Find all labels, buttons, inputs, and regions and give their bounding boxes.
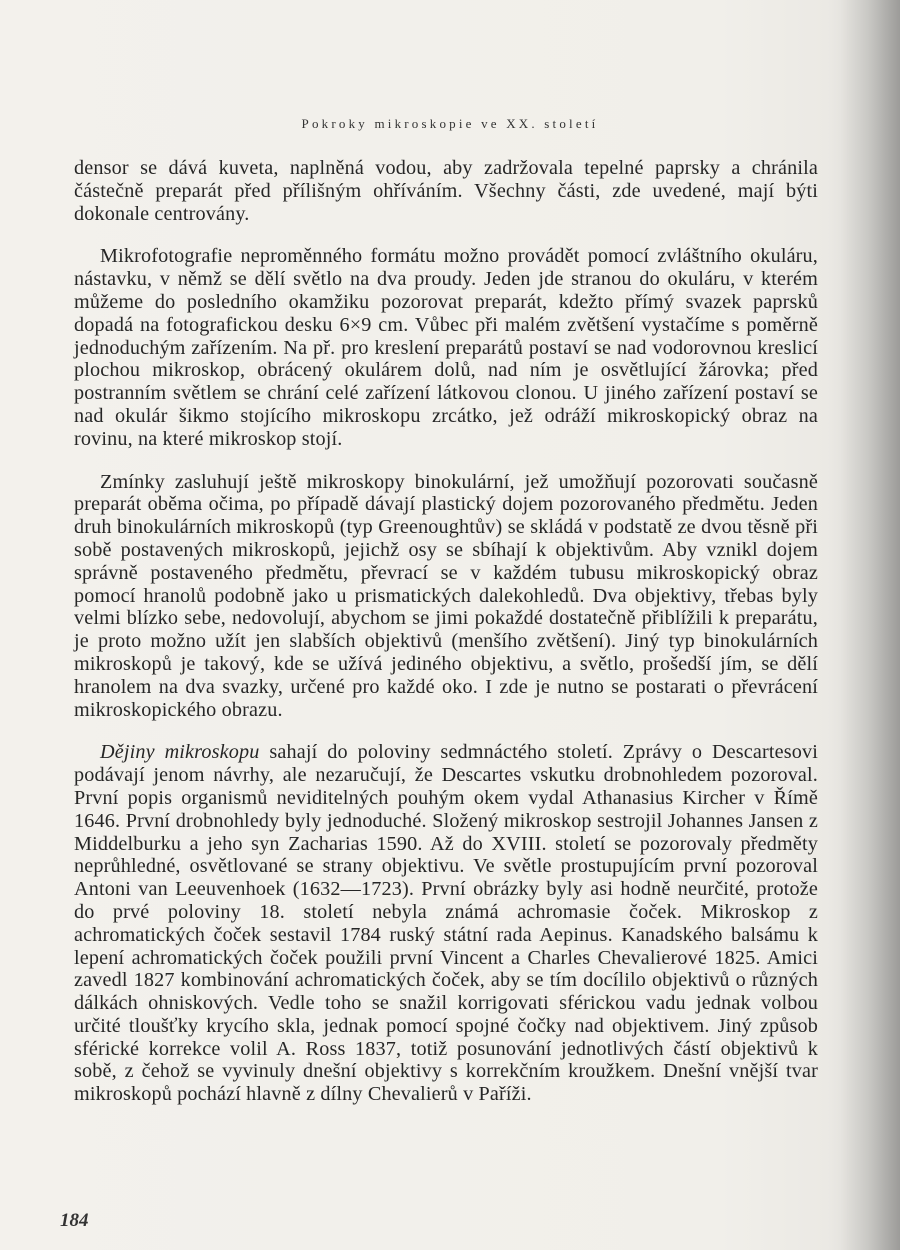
running-head: Pokroky mikroskopie ve XX. století bbox=[301, 116, 599, 131]
binding-shadow bbox=[840, 0, 900, 1250]
paragraph-1: densor se dává kuveta, naplněná vodou, aby zadržovala tepelné paprsky a chránila částečně preparát před přílišným ohříváním. Všechny části, zde uvedené, mají býti dokonale centrovány. bbox=[74, 157, 818, 225]
paragraph-4-italic-lead: Dějiny mikroskopu bbox=[100, 741, 260, 764]
paragraph-4 bbox=[74, 741, 818, 1106]
paragraph-3: Zmínky zasluhují ještě mikroskopy binokulární, jež umožňují pozorovati současně preparát oběma očima, po případě dávají plastický dojem pozorovaného předmětu. Jeden druh binokulárních mikroskopů (typ Greenoughtův) se skládá v podstatě ze dvou těsně při sobě postavených mikroskopů, jejichž osy se sbíhají k objektivům. Aby vznikl dojem správně postaveného předmětu, převrací se v každém tubusu mikroskopický obraz pomocí hranolů podobně jako u prismatických dalekohledů. Dva objektivy, třebas byly velmi blízko sebe, nedovolují, abychom se jimi pokaždé dostatečně přiblížili k preparátu, je proto možno užít jen slabších objektivů (menšího zvětšení). Jiný typ binokulárních mikroskopů je takový, kde se užívá jediného objektivu, a světlo, prošedší jím, se dělí hranolem na dva svazky, určené pro každé oko. I zde je nutno se postarati o převrácení mikroskopického obrazu. bbox=[74, 470, 818, 721]
page-number: 184 bbox=[60, 1210, 89, 1231]
body-text bbox=[74, 157, 818, 1126]
paragraph-2: Mikrofotografie neproměnného formátu možno provádět pomocí zvláštního okuláru, nástavku, v němž se dělí světlo na dva proudy. Jeden jde stranou do okuláru, v kterém můžeme do posledního okamžiku pozorovat preparát, kdežto přímý svazek paprsků dopadá na fotografickou desku 6×9 cm. Vůbec při malém zvětšení vystačíme s poměrně jednoduchým zařízením. Na př. pro kreslení preparátů postaví se nad vodorovnou kreslicí plochou mikroskop, obrácený okulárem dolů, nad ním je osvětlující žárovka; před postranním světlem se chrání celé zařízení látkovou clonou. U jiného zařízení postaví se nad okulár šikmo stojícího mikroskopu zrcátko, jež odráží mikroskopický obraz na rovinu, na které mikroskop stojí. bbox=[74, 245, 818, 450]
paragraph-4-text: sahají do poloviny sedmnáctého století. Zprávy o Descartesovi podávají jenom návrhy, ale nezaručují, že Descartes vskutku drobnohledem pozoroval. První popis organismů neviditelných pouhým okem vydal Athanasius Kircher v Římě 1646. První drobnohledy byly jednoduché. Složený mikroskop sestrojil Johannes Jansen z Middelburku a jeho syn Zacharias 1590. Až do XVIII. století se pozorovaly předměty neprůhledné, osvětlované se strany objektivu. Ve světle prostupujícím první pozoroval Antoni van Leeuvenhoek (1632—1723). První obrázky byly asi hodně neurčité, protože do prvé poloviny 18. století nebyla známá achromasie čoček. Mikroskop z achromatických čoček sestavil 1784 ruský státní rada Aepinus. Kanadského balsámu k lepení achromatických čoček použili první Vincent a Charles Chevalierové 1825. Amici zavedl 1827 kombinování achromatických čoček, aby se tím docílilo objektivů o různých dálkách ohniskových. Vedle toho se snažil korrigovati sférickou vadu jednak volbou určité tloušťky krycího skla, jednak pomocí spojné čočky nad objektivem. Jiný způsob sférické korrekce volil A. Ross 1837, totiž posunování jednotlivých částí objektivů k sobě, z čehož se vyvinuly dnešní objektivy s korrekčním kroužkem. Dnešní vnější tvar mikroskopů pochází hlavně z dílny Chevalierů v Paříži. bbox=[74, 741, 819, 1106]
